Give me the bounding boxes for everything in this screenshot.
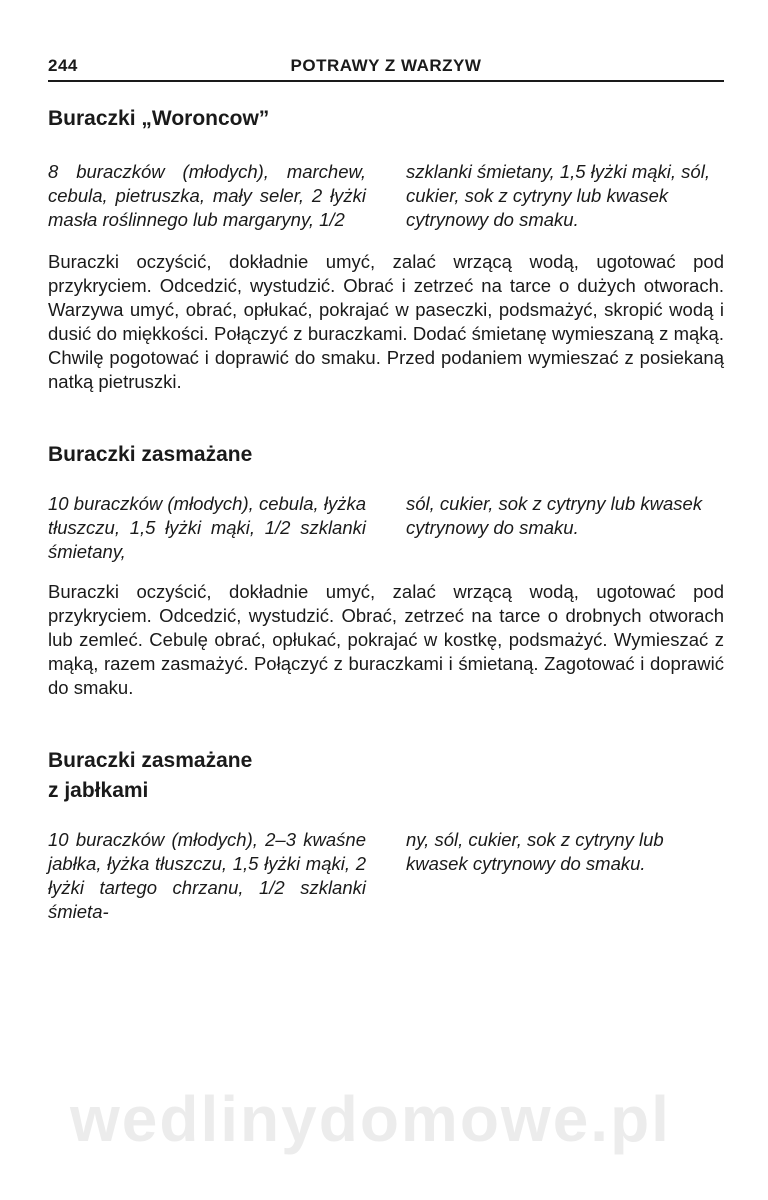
watermark: wedlinydomowe.pl xyxy=(70,1083,671,1155)
ingredients-left-column: 10 buraczków (młodych), 2–3 kwaśne jabłka, łyżka tłuszczu, 1,5 łyżki mąki, 2 łyżki tartego chrzanu, 1/2 szklanki śmieta- xyxy=(48,829,366,922)
ingredients-right-column: ny, sól, cukier, sok z cytryny lub kwasek cytrynowy do smaku. xyxy=(406,829,664,874)
book-page xyxy=(48,56,724,924)
recipe-title-line-2: z jabłkami xyxy=(48,779,149,802)
method-woroncow: Buraczki oczyścić, dokładnie umyć, zalać wrzącą wodą, ugotować pod przykryciem. Odcedzić, wystudzić. Obrać i zetrzeć na tarce o dużych otworach. Warzywa umyć, obrać, opłukać, pokrajać w paseczki, podsmażyć, skropić wodą i dusić do miękkości. Połączyć z buraczkami. Dodać śmietanę wymieszaną z mąką. Chwilę pogotować i doprawić do smaku. Przed podaniem wymieszać z posiekaną natką pietruszki. xyxy=(48,251,724,392)
ingredients-right-column: sól, cukier, sok z cytryny lub kwasek cytrynowy do smaku. xyxy=(406,493,703,538)
ingredients-left-column: 8 buraczków (młodych), marchew, cebula, pietruszka, mały seler, 2 łyżki masła roślinnego lub margaryny, 1/2 xyxy=(48,161,366,230)
ingredients-left-column: 10 buraczków (młodych), cebula, łyżka tłuszczu, 1,5 łyżki mąki, 1/2 szklanki śmietany, xyxy=(48,493,366,562)
page-number: 244 xyxy=(48,56,78,75)
ingredients-zasmazane-z-jablkami xyxy=(48,828,724,924)
recipe-title-zasmazane: Buraczki zasmażane xyxy=(48,443,253,466)
recipe-title-line-1: Buraczki zasmażane xyxy=(48,749,253,772)
method-zasmazane: Buraczki oczyścić, dokładnie umyć, zalać wrzącą wodą, ugotować pod przykryciem. Odcedzić, wystudzić. Obrać, zetrzeć na tarce o drobnych otworach lub zemleć. Cebulę obrać, opłukać, pokrajać w kostkę, podsmażyć. Wymieszać z mąką, razem zasmażyć. Połączyć z buraczkami i śmietaną. Zagotować i doprawić do smaku. xyxy=(48,581,724,698)
recipe-title-woroncow: Buraczki „Woroncow” xyxy=(48,107,270,130)
running-head xyxy=(48,56,724,82)
chapter-title: POTRAWY Z WARZYW xyxy=(290,56,482,75)
ingredients-woroncow xyxy=(48,160,724,232)
recipe-title-zasmazane-z-jablkami xyxy=(48,746,724,806)
ingredients-right-column: szklanki śmietany, 1,5 łyżki mąki, sól, cukier, sok z cytryny lub kwasek cytrynowy do smaku. xyxy=(406,161,710,230)
ingredients-zasmazane xyxy=(48,492,724,564)
